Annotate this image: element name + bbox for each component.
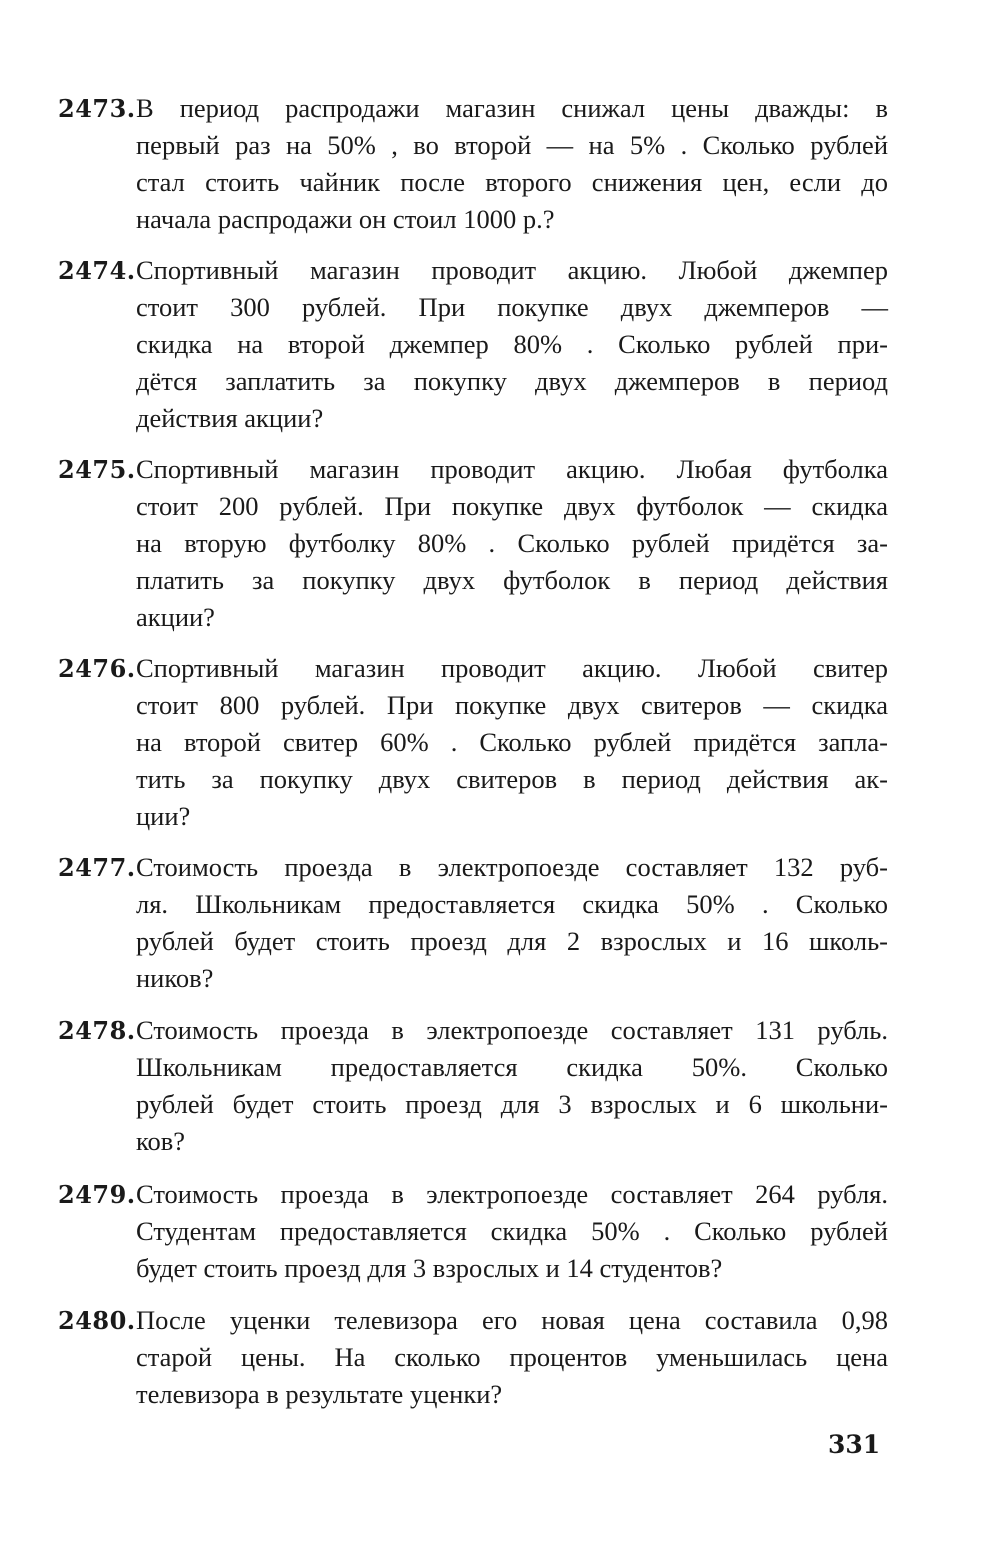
problem-text-line: Школьникам предоставляется скидка 50%. Сколько [136, 1052, 888, 1082]
problem-text-line: акции? [136, 602, 215, 632]
problem-text-line: Стоимость проезда в электропоезде составляет 264 рубля. [136, 1179, 888, 1209]
problem-text-line: ников? [136, 963, 214, 993]
problem-text-line: Спортивный магазин проводит акцию. Любая футболка [136, 454, 888, 484]
problem-text-line: После уценки телевизора его новая цена составила 0,98 [136, 1305, 888, 1335]
problem-text-line: тить за покупку двух свитеров в период действия ак- [136, 764, 888, 794]
problem-2477 [58, 849, 888, 997]
problem-text-line: стал стоить чайник после второго снижения цен, если до [136, 167, 888, 197]
problem-text-line: на вторую футболку 80% . Сколько рублей придётся за- [136, 528, 888, 558]
problem-text-line: Спортивный магазин проводит акцию. Любой свитер [136, 653, 888, 683]
problem-number: 2477. [58, 853, 136, 882]
problem-text-line: телевизора в результате уценки? [136, 1379, 503, 1409]
problem-number: 2473. [58, 94, 136, 123]
problem-2473 [58, 90, 888, 238]
problem-2480 [58, 1302, 888, 1413]
problem-2475 [58, 451, 888, 636]
problem-number: 2475. [58, 455, 136, 484]
problem-text-line: рублей будет стоить проезд для 2 взрослых и 16 школь- [136, 926, 888, 956]
problem-text-line: стоит 800 рублей. При покупке двух свитеров — скидка [136, 690, 888, 720]
problem-text-line: ции? [136, 801, 191, 831]
problem-text-line: первый раз на 50% , во второй — на 5% . Сколько рублей [136, 130, 888, 160]
problem-number: 2474. [58, 256, 136, 285]
page-number: 331 [828, 1430, 881, 1459]
problem-text-line: начала распродажи он стоил 1000 р.? [136, 204, 555, 234]
problem-text-line: Стоимость проезда в электропоезде составляет 132 руб- [136, 852, 888, 882]
problem-text-line: В период распродажи магазин снижал цены дважды: в [136, 93, 888, 123]
problem-number: 2480. [58, 1306, 136, 1335]
problem-number: 2478. [58, 1016, 136, 1045]
problem-text-line: скидка на второй джемпер 80% . Сколько рублей при- [136, 329, 888, 359]
problem-2476 [58, 650, 888, 835]
problem-text-line: Студентам предоставляется скидка 50% . Сколько рублей [136, 1216, 888, 1246]
problem-text-line: дётся заплатить за покупку двух джемперов в период [136, 366, 888, 396]
problem-text-line: Спортивный магазин проводит акцию. Любой джемпер [136, 255, 888, 285]
problem-number: 2479. [58, 1180, 136, 1209]
problem-2479 [58, 1176, 888, 1287]
problem-text-line: старой цены. На сколько процентов уменьшилась цена [136, 1342, 888, 1372]
problem-2474 [58, 252, 888, 437]
problem-text-line: стоит 200 рублей. При покупке двух футболок — скидка [136, 491, 888, 521]
problem-text-line: ля. Школьникам предоставляется скидка 50% . Сколько [136, 889, 888, 919]
problem-number: 2476. [58, 654, 136, 683]
problem-text-line: будет стоить проезд для 3 взрослых и 14 студентов? [136, 1253, 723, 1283]
problem-2478 [58, 1012, 888, 1160]
problem-text-line: Стоимость проезда в электропоезде составляет 131 рубль. [136, 1015, 888, 1045]
problem-text-line: стоит 300 рублей. При покупке двух джемперов — [136, 292, 888, 322]
problem-text-line: платить за покупку двух футболок в период действия [136, 565, 888, 595]
problem-text-line: ков? [136, 1126, 186, 1156]
problem-text-line: рублей будет стоить проезд для 3 взрослых и 6 школьни- [136, 1089, 888, 1119]
problem-text-line: на второй свитер 60% . Сколько рублей придётся запла- [136, 727, 888, 757]
problem-text-line: действия акции? [136, 403, 324, 433]
